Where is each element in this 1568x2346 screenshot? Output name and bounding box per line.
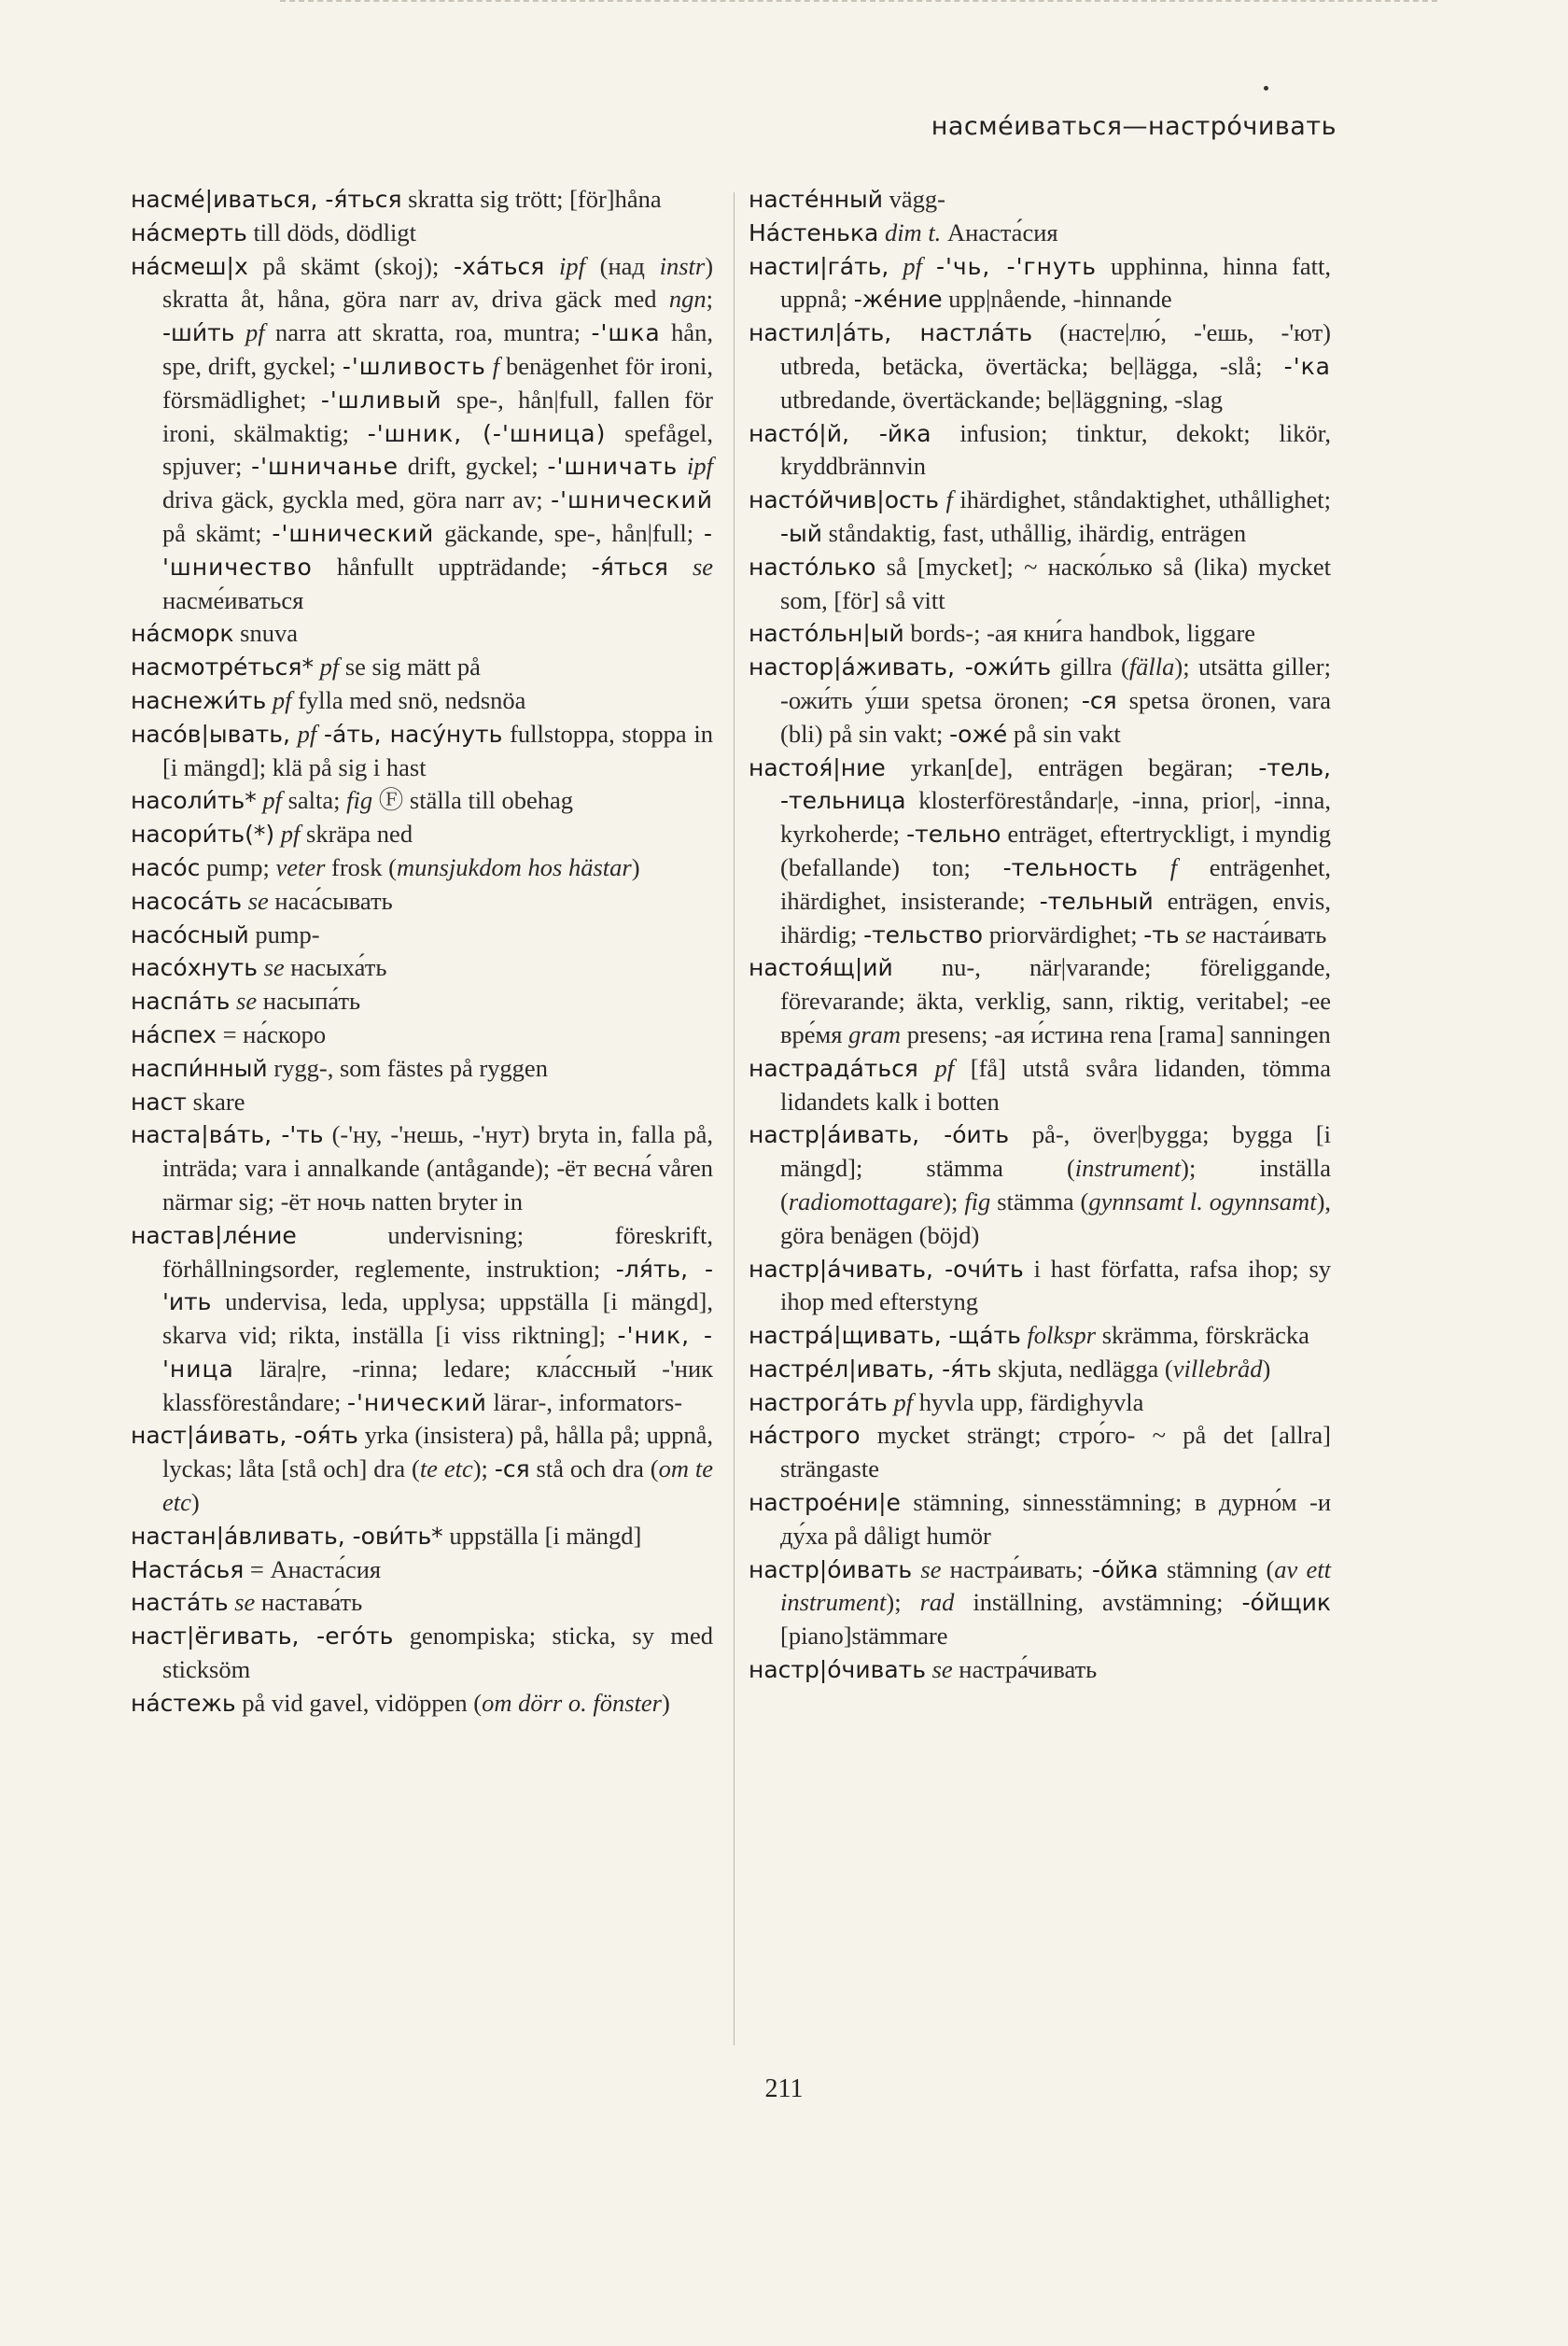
dictionary-entry: на́строго mycket strängt; стро́го- ~ på det [allra] strängaste (749, 1421, 1331, 1483)
dictionary-entry: На́стенька dim t. Анаста́сия (749, 218, 1058, 246)
dictionary-entry: настре́л|ивать, -я́ть skjuta, nedlägga (villebråd) (749, 1354, 1271, 1383)
dictionary-entry: настрада́ться pf [få] utstå svåra lidanden, tömma lidandets kalk i botten (749, 1053, 1331, 1116)
dictionary-entry: Наста́сья = Анаста́сия (131, 1554, 382, 1583)
dictionary-entry: насори́ть(*) pf skräpa ned (131, 820, 413, 849)
dictionary-entry: настор|а́живать, -ожи́ть gillra (fälla); utsätta giller; -ожи́ть у́ши spetsa öronen; -ся spetsa öronen, vara (bli) på sin vakt; -оже́ på sin vakt (749, 653, 1331, 748)
dictionary-entry: на́смеш|х på skämt (skoj); -ха́ться ipf (над instr) skratta åt, håna, göra narr av, driva gäck med ngn; -ши́ть pf narra att skratta, roa, muntra; -'шка hån, spe, drift, gyckel; -'шливость f benägenhet för ironi, försmädlighet; -'шливый spe-, hån|full, fallen för ironi, skälmaktig; -'шник, (-'шница) spefågel, spjuver; -'шничанье drift, gyckel; -'шничать ipf driva gäck, gyckla med, göra narr av; -'шнический på skämt; -'шнический gäckande, spe-, hån|full; -'шничество hånfullt uppträdande; -я́ться se насме́иваться (131, 251, 714, 614)
print-dot (1264, 86, 1268, 91)
dictionary-entry: на́сморк snuva (131, 619, 298, 648)
dictionary-entry: наст|а́ивать, -оя́ть yrka (insistera) på, hålla på; uppnå, lyckas; låta [stå och] dra (te etc); -ся stå och dra (om te etc) (131, 1421, 714, 1517)
dictionary-entry: настра́|щивать, -ща́ть folkspr skrämma, förskräcka (749, 1321, 1309, 1350)
dictionary-entry: на́спех = на́скоро (131, 1019, 327, 1048)
dictionary-entry: насоса́ть se наса́сывать (131, 886, 393, 915)
dictionary-entry: насте́нный vägg- (749, 185, 945, 213)
dictionary-entry: настр|о́чивать se настра́чивать (749, 1655, 1098, 1684)
dictionary-entry: насто́льн|ый bords-; -ая кни́га handbok, liggare (749, 619, 1256, 648)
dictionary-entry: наст skare (131, 1087, 245, 1116)
dictionary-entry: насто́|й, -йка infusion; tinktur, dekokt; likör, kryddbrännvin (749, 418, 1331, 481)
dictionary-entry: на́смерть till döds, dödligt (131, 218, 416, 246)
page-number: 211 (764, 2074, 804, 2103)
dictionary-entry: настан|а́вливать, -ови́ть* uppställa [i mängd] (131, 1521, 642, 1550)
left-column (131, 183, 713, 1721)
dictionary-entry: наснежи́ть pf fylla med snö, nedsnöa (131, 685, 526, 714)
top-edge-line (280, 0, 1437, 4)
dictionary-entry: насто́лько så [mycket]; ~ наско́лько så (lika) mycket som, [för] så vitt (749, 552, 1331, 614)
dictionary-entry: настр|а́ивать, -о́ить på-, över|bygga; bygga [i mängd]; stämma (instrument); inställa (radiomottagare); fig stämma (gynnsamt l. ogynnsamt), göra benägen (böjd) (749, 1120, 1332, 1249)
dictionary-entry: насо́хнуть se насыха́ть (131, 953, 387, 982)
dictionary-entry: настрое́ни|е stämning, sinnesstämning; в дурно́м -и ду́ха på dåligt humör (749, 1488, 1331, 1550)
running-head: насме́иваться—настро́чивать (931, 112, 1337, 141)
dictionary-entry: наст|ёгивать, -его́ть genompiska; sticka, sy med sticksöm (131, 1622, 713, 1684)
dictionary-entry: насме́|иваться, -я́ться skratta sig trött; [för]håna (131, 185, 662, 213)
dictionary-entry: настр|о́ивать se настра́ивать; -о́йка stämning (av ett instrument); rad inställning, avstämning; -о́йщик [piano]stämmare (749, 1554, 1331, 1651)
dictionary-entry: насо́с pump; veter frosk (munsjukdom hos hästar) (131, 852, 640, 881)
dictionary-entry: настил|а́ть, настла́ть (насте|лю́, -'ешь, -'ют) utbreda, betäcka, övertäcka; be|lägga, -slå; -'ка utbredande, övertäckande; be|läggning, -slag (749, 318, 1331, 414)
dictionary-entry: настав|ле́ние undervisning; föreskrift, förhållningsorder, reglemente, instruktion; -ля́ть, -'ить undervisa, leda, upplysa; uppställa [i mängd], skarva vid; rikta, inställa [i viss riktning]; -'ник, -'ница lära|re, -rinna; ledare; кла́ссный -'ник klassföreståndare; -'нический lärar-, informators- (131, 1220, 713, 1416)
dictionary-entry: на́стежь på vid gavel, vidöppen (om dörr o. fönster) (131, 1688, 670, 1717)
dictionary-entry: насти|га́ть, pf -'чь, -'гнуть upphinna, hinna fatt, uppnå; -же́ние upp|nående, -hinnande (749, 251, 1332, 314)
dictionary-entry: наспа́ть se насыпа́ть (131, 987, 361, 1016)
dictionary-entry: наспи́нный rygg-, som fästes på ryggen (131, 1053, 548, 1082)
dictionary-entry: насо́сный pump- (131, 920, 320, 948)
dictionary-entry: настоя́щ|ий nu-, när|varande; föreliggande, förevarande; äkta, verklig, sann, riktig, veritabel; -ее вре́мя gram presens; -ая и́стина rena [rama] sanningen (749, 953, 1331, 1048)
dictionary-entry: настоя́|ние yrkan[de], enträgen begäran; -тель, -тельница klosterföreståndar|e, -inna, prior|, -inna, kyrkoherde; -тельно enträget, eftertryckligt, i myndig (befallande) ton; -тельность f enträgenhet, ihärdighet, insisterande; -тельный enträgen, envis, ihärdig; -тельство priorvärdighet; -ть se наста́ивать (749, 752, 1331, 948)
dictionary-entry: насмотре́ться* pf se sig mätt på (131, 653, 481, 681)
dictionary-entry: насто́йчив|ость f ihärdighet, ståndaktighet, uthållighet; -ый ståndaktig, fast, uthållig, ihärdig, enträgen (749, 485, 1332, 547)
right-column (749, 183, 1331, 1687)
dictionary-entry: настр|а́чивать, -очи́ть i hast författa, rafsa ihop; sy ihop med efterstyng (749, 1254, 1332, 1316)
dictionary-entry: насо́в|ывать, pf -а́ть, насу́нуть fullstoppa, stoppa in [i mängd]; klä på sig i hast (131, 719, 713, 781)
dictionary-entry: насоли́ть* pf salta; fig Ⓕ ställa till obehag (131, 786, 574, 815)
dictionary-entry: наста́ть se настава́ть (131, 1588, 363, 1617)
column-divider (734, 192, 735, 2045)
dictionary-entry: настрога́ть pf hyvla upp, färdighyvla (749, 1387, 1144, 1416)
dictionary-entry: наста|ва́ть, -'ть (-'ну, -'нешь, -'нут) bryta in, falla på, inträda; vara i annalkande (antågande); -ёт весна́ våren närmar sig; -ёт ночь natten bryter in (131, 1120, 713, 1215)
